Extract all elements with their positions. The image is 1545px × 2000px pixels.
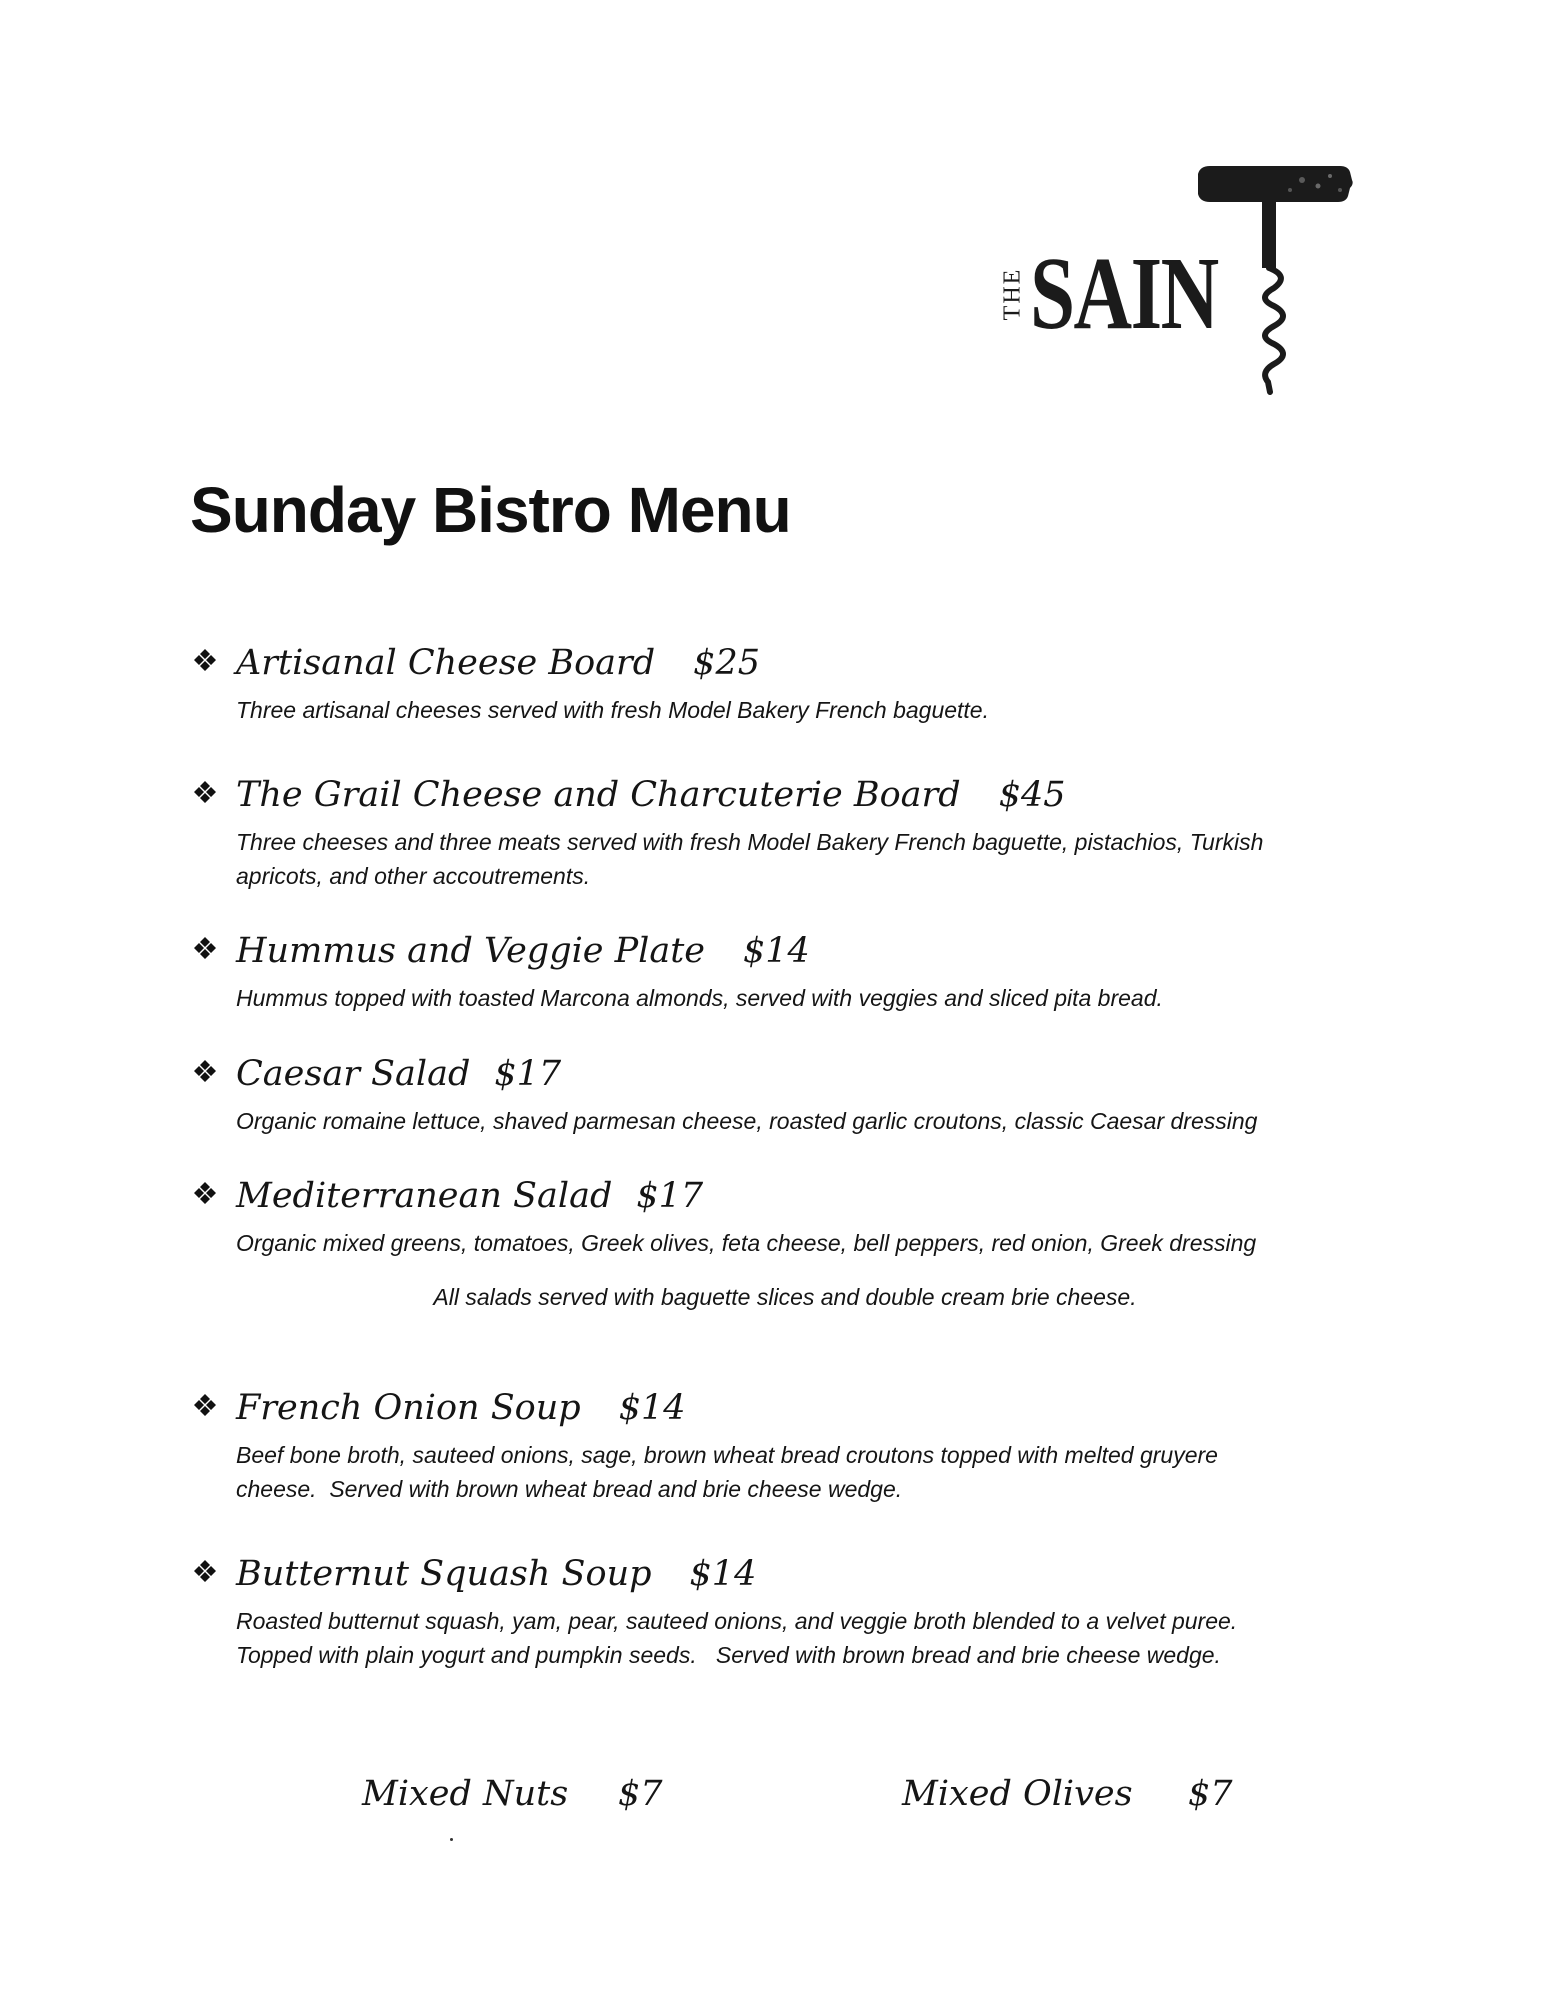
logo-saint-text: SAIN [1030,236,1218,351]
item-description-line: Organic mixed greens, tomatoes, Greek olives, feta cheese, bell peppers, red onion, Greek dressing [236,1230,1257,1256]
four-diamond-bullet-icon [192,935,218,961]
item-description-line: Three cheeses and three meats served with fresh Model Bakery French baguette, pistachios, Turkish [236,829,1264,855]
four-diamond-bullet-icon [192,779,218,805]
item-price: $17 [494,1054,562,1094]
item-description-line: Roasted butternut squash, yam, pear, sauteed onions, and veggie broth blended to a velvet puree. [236,1608,1238,1634]
extra-mixed-olives [902,1768,1233,1820]
item-price: $45 [998,775,1066,815]
item-price: $17 [636,1176,704,1216]
item-price: $14 [618,1388,686,1428]
four-diamond-bullet-icon [192,1058,218,1084]
four-diamond-bullet-icon [192,1558,218,1584]
menu-item-grail-board [192,769,1372,893]
item-name: The Grail Cheese and Charcuterie Board $45 [236,775,1066,815]
logo-the-text [999,254,1026,334]
menu-item-artisanal-cheese-board [192,637,1372,727]
item-description [236,1104,1372,1138]
extra-price: $7 [618,1774,663,1814]
item-description-line: Topped with plain yogurt and pumpkin seeds. Served with brown bread and brie cheese wedge. [236,1642,1221,1668]
page-title: Sunday Bistro Menu [190,474,791,546]
item-description-line: Beef bone broth, sauteed onions, sage, brown wheat bread croutons topped with melted gruyere [236,1442,1218,1468]
item-name: Mediterranean Salad $17 [236,1176,704,1216]
extra-price: $7 [1188,1774,1233,1814]
item-price: $14 [689,1554,757,1594]
item-description [236,825,1372,893]
item-name: Caesar Salad $17 [236,1054,562,1094]
item-name: Artisanal Cheese Board $25 [236,643,760,683]
item-description-line: apricots, and other accoutrements. [236,863,591,889]
salad-note: All salads served with baguette slices and double cream brie cheese. [433,1284,1137,1310]
extra-mixed-nuts [362,1768,663,1820]
item-name: Butternut Squash Soup $14 [236,1554,757,1594]
menu-item-french-onion-soup [192,1382,1372,1506]
menu-item-butternut-squash-soup [192,1548,1372,1672]
menu-item-hummus-plate [192,925,1372,1015]
item-price: $25 [693,643,760,683]
the-saint-logo [1000,160,1380,400]
item-description-line: Organic romaine lettuce, shaved parmesan cheese, roasted garlic croutons, classic Caesar dressing [236,1108,1258,1134]
four-diamond-bullet-icon [192,1180,218,1206]
item-description [236,981,1372,1015]
logo-the-label: THE [999,267,1026,321]
extra-name: Mixed Nuts [362,1774,569,1814]
item-description [236,1438,1372,1506]
item-price: $14 [743,931,810,971]
four-diamond-bullet-icon [192,1392,218,1418]
item-description-line: cheese. Served with brown wheat bread and brie cheese wedge. [236,1476,903,1502]
four-diamond-bullet-icon [192,647,218,673]
item-description-line: Three artisanal cheeses served with fresh Model Bakery French baguette. [236,697,989,723]
corkscrew-icon [1190,160,1360,400]
item-description [236,1604,1372,1672]
extra-name: Mixed Olives [902,1774,1133,1814]
item-description [236,693,1372,727]
item-name: French Onion Soup $14 [236,1388,686,1428]
item-name: Hummus and Veggie Plate $14 [236,931,810,971]
item-description-line: Hummus topped with toasted Marcona almonds, served with veggies and sliced pita bread. [236,985,1163,1011]
stray-dot [450,1838,453,1841]
item-description [236,1226,1372,1260]
menu-item-caesar-salad [192,1048,1372,1138]
menu-item-mediterranean-salad [192,1170,1372,1260]
